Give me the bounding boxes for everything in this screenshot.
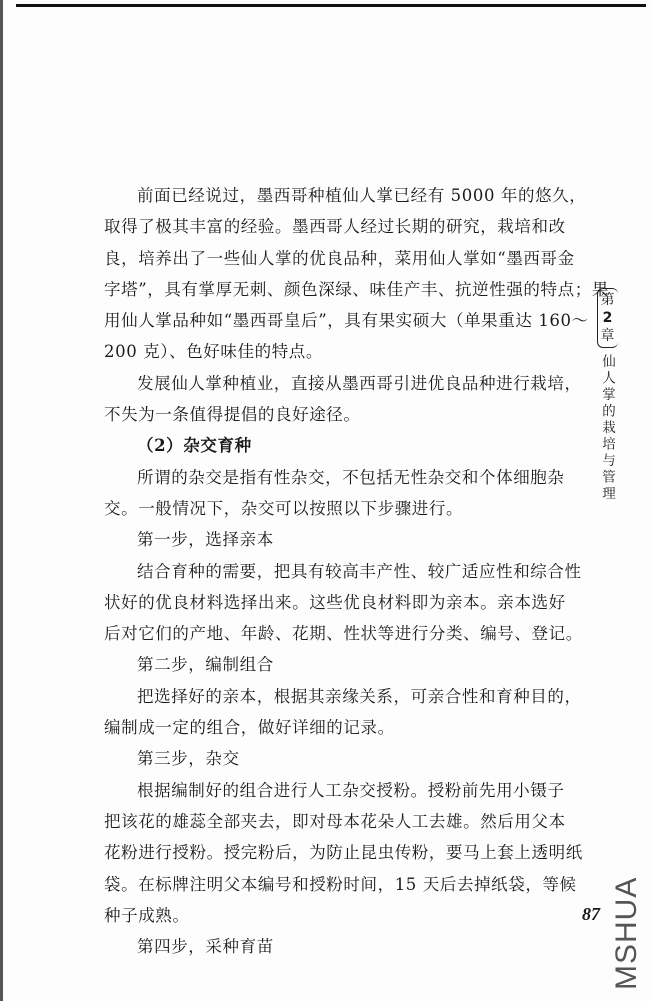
- step-heading: 第三步，杂交: [137, 749, 240, 769]
- page-edge: [0, 0, 3, 1001]
- section-heading: （2）杂交育种: [137, 436, 252, 456]
- chapter-side-tab: [594, 288, 620, 503]
- text-line: 花粉进行授粉。授完粉后，为防止昆虫传粉，要马上套上透明纸: [104, 843, 583, 863]
- chapter-suffix: 章: [600, 328, 615, 344]
- text-line: 所谓的杂交是指有性杂交，不包括无性杂交和个体细胞杂: [137, 467, 565, 487]
- text-line: 不失为一条值得提倡的良好途径。: [104, 405, 361, 425]
- chapter-title: 仙人掌的栽培与管理: [599, 354, 615, 503]
- step-heading: 第二步，编制组合: [137, 655, 274, 675]
- page-number: 87: [582, 904, 600, 924]
- text-line: 把选择好的亲本，根据其亲缘关系，可亲合性和育种目的，: [137, 686, 582, 706]
- text-line: 编制成一定的组合，做好详细的记录。: [104, 718, 395, 738]
- text-line: 袋。在标牌注明父本编号和授粉时间，15 天后去掉纸袋，等候: [104, 874, 577, 894]
- step-heading: 第四步，采种育苗: [137, 937, 274, 957]
- text-line: 根据编制好的组合进行人工杂交授粉。授粉前先用小镊子: [137, 780, 565, 800]
- text-line: 用仙人掌品种如“墨西哥皇后”，具有果实硕大（单果重达 160～: [104, 311, 589, 331]
- watermark: MSHUA: [610, 876, 643, 990]
- text-line: 前面已经说过，墨西哥种植仙人掌已经有 5000 年的悠久，: [137, 186, 587, 205]
- text-line: 状好的优良材料选择出来。这些优良材料即为亲本。亲本选好: [104, 592, 566, 612]
- text-line: 后对它们的产地、年龄、花期、性状等进行分类、编号、登记。: [104, 624, 583, 644]
- text-line: 种子成熟。: [104, 905, 190, 925]
- text-line: 交。一般情况下，杂交可以按照以下步骤进行。: [104, 498, 464, 518]
- header-rule: [16, 4, 646, 7]
- chapter-prefix: 第: [600, 292, 615, 308]
- text-line: 良，培养出了一些仙人掌的优良品种，菜用仙人掌如“墨西哥金: [104, 248, 575, 268]
- text-line: 结合育种的需要，把具有较高丰产性、较广适应性和综合性: [137, 561, 582, 581]
- chapter-number: 2: [602, 310, 613, 326]
- text-line: 取得了极其丰富的经验。墨西哥人经过长期的研究，栽培和改: [104, 217, 566, 237]
- step-heading: 第一步，选择亲本: [137, 530, 274, 550]
- chapter-label-box: [597, 288, 618, 348]
- text-line: 发展仙人掌种植业，直接从墨西哥引进优良品种进行栽培，: [137, 373, 582, 393]
- text-line: 字塔”，具有掌厚无刺、颜色深绿、味佳产丰、抗逆性强的特点；果: [104, 279, 609, 299]
- text-line: 200 克）、色好味佳的特点。: [104, 342, 323, 362]
- text-line: 把该花的雄蕊全部夹去，即对母本花朵人工去雄。然后用父本: [104, 811, 566, 831]
